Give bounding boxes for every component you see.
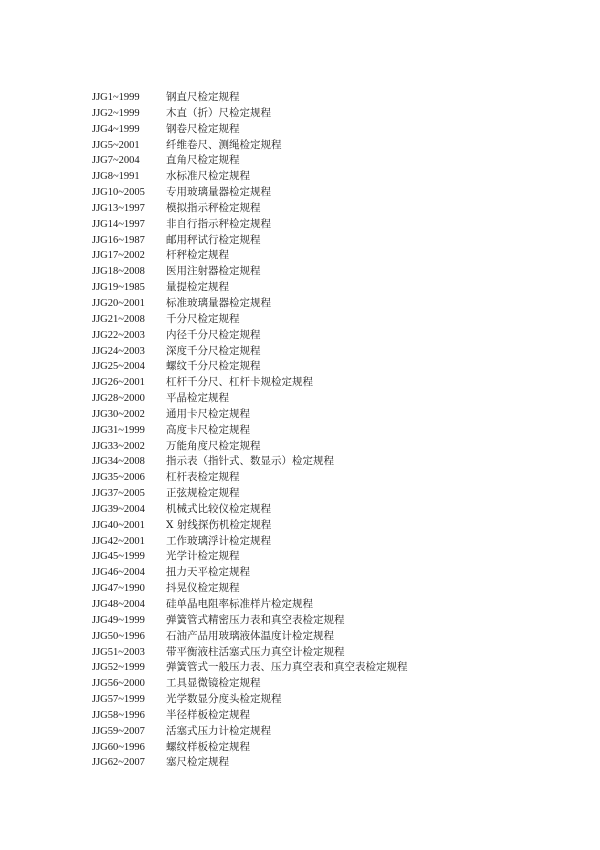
list-item <box>92 201 408 217</box>
list-item <box>92 439 408 455</box>
regulation-title: 杠杆千分尺、杠杆卡规检定规程 <box>166 376 313 389</box>
list-item <box>92 470 408 486</box>
list-item <box>92 755 408 771</box>
list-item <box>92 248 408 264</box>
regulation-code: JJG48~2004 <box>92 599 145 610</box>
regulation-title: 带平衡液柱活塞式压力真空计检定规程 <box>166 645 345 658</box>
regulation-title: 塞尺检定规程 <box>166 756 229 769</box>
list-item <box>92 264 408 280</box>
regulation-title: 万能角度尺检定规程 <box>166 439 261 452</box>
list-item <box>92 138 408 154</box>
list-item <box>92 106 408 122</box>
list-item <box>92 676 408 692</box>
list-item <box>92 724 408 740</box>
list-item <box>92 692 408 708</box>
list-item <box>92 328 408 344</box>
regulation-code: JJG16~1987 <box>92 234 145 246</box>
regulation-list <box>92 90 408 771</box>
regulation-title: 深度千分尺检定规程 <box>166 344 261 357</box>
regulation-title: 工作玻璃浮计检定规程 <box>166 534 271 547</box>
regulation-title: 千分尺检定规程 <box>166 312 240 325</box>
regulation-title: 木直（折）尺检定规程 <box>166 106 271 119</box>
regulation-code: JJG18~2008 <box>92 266 145 278</box>
regulation-title: 通用卡尺检定规程 <box>166 407 250 420</box>
regulation-title: 光学计检定规程 <box>166 550 240 563</box>
regulation-title: X 射线探伤机检定规程 <box>166 518 272 531</box>
regulation-title: 活塞式压力计检定规程 <box>166 724 271 737</box>
regulation-code: JJG21~2008 <box>92 313 145 325</box>
list-item <box>92 502 408 518</box>
regulation-title: 指示表（指针式、数显示）检定规程 <box>166 455 334 468</box>
list-item <box>92 518 408 534</box>
regulation-code: JJG14~1997 <box>92 218 145 230</box>
list-item <box>92 312 408 328</box>
regulation-title: 杠杆表检定规程 <box>166 471 240 484</box>
regulation-title: 钢直尺检定规程 <box>166 91 240 103</box>
regulation-title: 内径千分尺检定规程 <box>166 328 261 341</box>
regulation-title: 正弦规检定规程 <box>166 487 240 500</box>
regulation-code: JJG47~1990 <box>92 583 145 595</box>
regulation-title: 工具显微镜检定规程 <box>166 677 261 690</box>
list-item <box>92 708 408 724</box>
list-item <box>92 565 408 581</box>
regulation-code: JJG45~1999 <box>92 551 145 563</box>
regulation-code: JJG42~2001 <box>92 535 145 547</box>
regulation-title: 光学数显分度头检定规程 <box>166 693 282 706</box>
regulation-title: 平晶检定规程 <box>166 392 229 405</box>
list-item <box>92 217 408 233</box>
list-item <box>92 534 408 550</box>
list-item <box>92 90 408 106</box>
list-item <box>92 344 408 360</box>
list-item <box>92 454 408 470</box>
regulation-code: JJG24~2003 <box>92 345 145 357</box>
regulation-code: JJG33~2002 <box>92 440 145 452</box>
regulation-title: 抖晃仪检定规程 <box>166 582 240 595</box>
regulation-code: JJG37~2005 <box>92 488 145 500</box>
regulation-title: 螺纹千分尺检定规程 <box>166 360 261 373</box>
list-item <box>92 645 408 661</box>
list-item <box>92 581 408 597</box>
list-item <box>92 597 408 613</box>
regulation-title: 弹簧管式一般压力表、压力真空表和真空表检定规程 <box>166 661 408 674</box>
regulation-code: JJG20~2001 <box>92 297 145 309</box>
regulation-code: JJG52~1999 <box>92 662 145 674</box>
list-item <box>92 486 408 502</box>
regulation-code: JJG7~2004 <box>92 155 140 167</box>
regulation-code: JJG19~1985 <box>92 282 145 294</box>
regulation-code: JJG46~2004 <box>92 567 145 579</box>
regulation-title: 石油产品用玻璃液体温度计检定规程 <box>166 629 334 642</box>
regulation-code: JJG51~2003 <box>92 646 145 658</box>
list-item <box>92 391 408 407</box>
regulation-code: JJG58~1996 <box>92 709 145 721</box>
regulation-title: 半径样板检定规程 <box>166 708 250 721</box>
regulation-title: 量提检定规程 <box>166 281 229 294</box>
list-item <box>92 629 408 645</box>
regulation-code: JJG8~1991 <box>92 171 140 183</box>
regulation-title: 钢卷尺检定规程 <box>166 122 240 135</box>
regulation-title: 医用注射器检定规程 <box>166 265 261 278</box>
regulation-title: 高度卡尺检定规程 <box>166 423 250 436</box>
list-item <box>92 280 408 296</box>
list-item <box>92 407 408 423</box>
regulation-code: JJG28~2000 <box>92 393 145 405</box>
regulation-title: 直角尺检定规程 <box>166 154 240 167</box>
list-item <box>92 153 408 169</box>
regulation-code: JJG30~2002 <box>92 408 145 420</box>
list-item <box>92 660 408 676</box>
regulation-title: 纤维卷尺、测绳检定规程 <box>166 138 282 151</box>
list-item <box>92 296 408 312</box>
regulation-code: JJG35~2006 <box>92 472 145 484</box>
regulation-code: JJG4~1999 <box>92 123 140 135</box>
regulation-code: JJG31~1999 <box>92 424 145 436</box>
regulation-code: JJG1~1999 <box>92 92 140 103</box>
regulation-title: 弹簧管式精密压力表和真空表检定规程 <box>166 613 345 626</box>
regulation-code: JJG56~2000 <box>92 678 145 690</box>
regulation-code: JJG13~1997 <box>92 202 145 214</box>
regulation-code: JJG39~2004 <box>92 503 145 515</box>
list-item <box>92 613 408 629</box>
regulation-code: JJG57~1999 <box>92 694 145 706</box>
regulation-code: JJG5~2001 <box>92 139 140 151</box>
regulation-title: 专用玻璃量器检定规程 <box>166 186 271 199</box>
regulation-title: 杆秤检定规程 <box>166 249 229 262</box>
regulation-code: JJG60~1996 <box>92 741 145 753</box>
regulation-code: JJG26~2001 <box>92 377 145 389</box>
regulation-title: 标准玻璃量器检定规程 <box>166 296 271 309</box>
list-item <box>92 375 408 391</box>
regulation-title: 水标准尺检定规程 <box>166 170 250 183</box>
regulation-title: 螺纹样板检定规程 <box>166 740 250 753</box>
regulation-code: JJG40~2001 <box>92 519 145 531</box>
regulation-code: JJG2~1999 <box>92 107 140 119</box>
regulation-title: 机械式比较仪检定规程 <box>166 502 271 515</box>
regulation-title: 硅单晶电阻率标准样片检定规程 <box>166 598 313 610</box>
list-item <box>92 423 408 439</box>
regulation-title: 邮用秤试行检定规程 <box>166 233 261 246</box>
list-item <box>92 185 408 201</box>
regulation-title: 模拟指示秤检定规程 <box>166 201 261 214</box>
list-item <box>92 122 408 138</box>
regulation-title: 扭力天平检定规程 <box>166 566 250 579</box>
list-item <box>92 359 408 375</box>
regulation-code: JJG25~2004 <box>92 361 145 373</box>
list-item <box>92 740 408 756</box>
regulation-code: JJG62~2007 <box>92 757 145 769</box>
regulation-code: JJG10~2005 <box>92 187 145 199</box>
regulation-title: 非自行指示秤检定规程 <box>166 217 271 230</box>
regulation-code: JJG17~2002 <box>92 250 145 262</box>
regulation-code: JJG50~1996 <box>92 630 145 642</box>
list-item <box>92 549 408 565</box>
list-item <box>92 169 408 185</box>
regulation-code: JJG22~2003 <box>92 329 145 341</box>
regulation-code: JJG49~1999 <box>92 614 145 626</box>
list-item <box>92 233 408 249</box>
regulation-code: JJG59~2007 <box>92 725 145 737</box>
regulation-code: JJG34~2008 <box>92 456 145 468</box>
